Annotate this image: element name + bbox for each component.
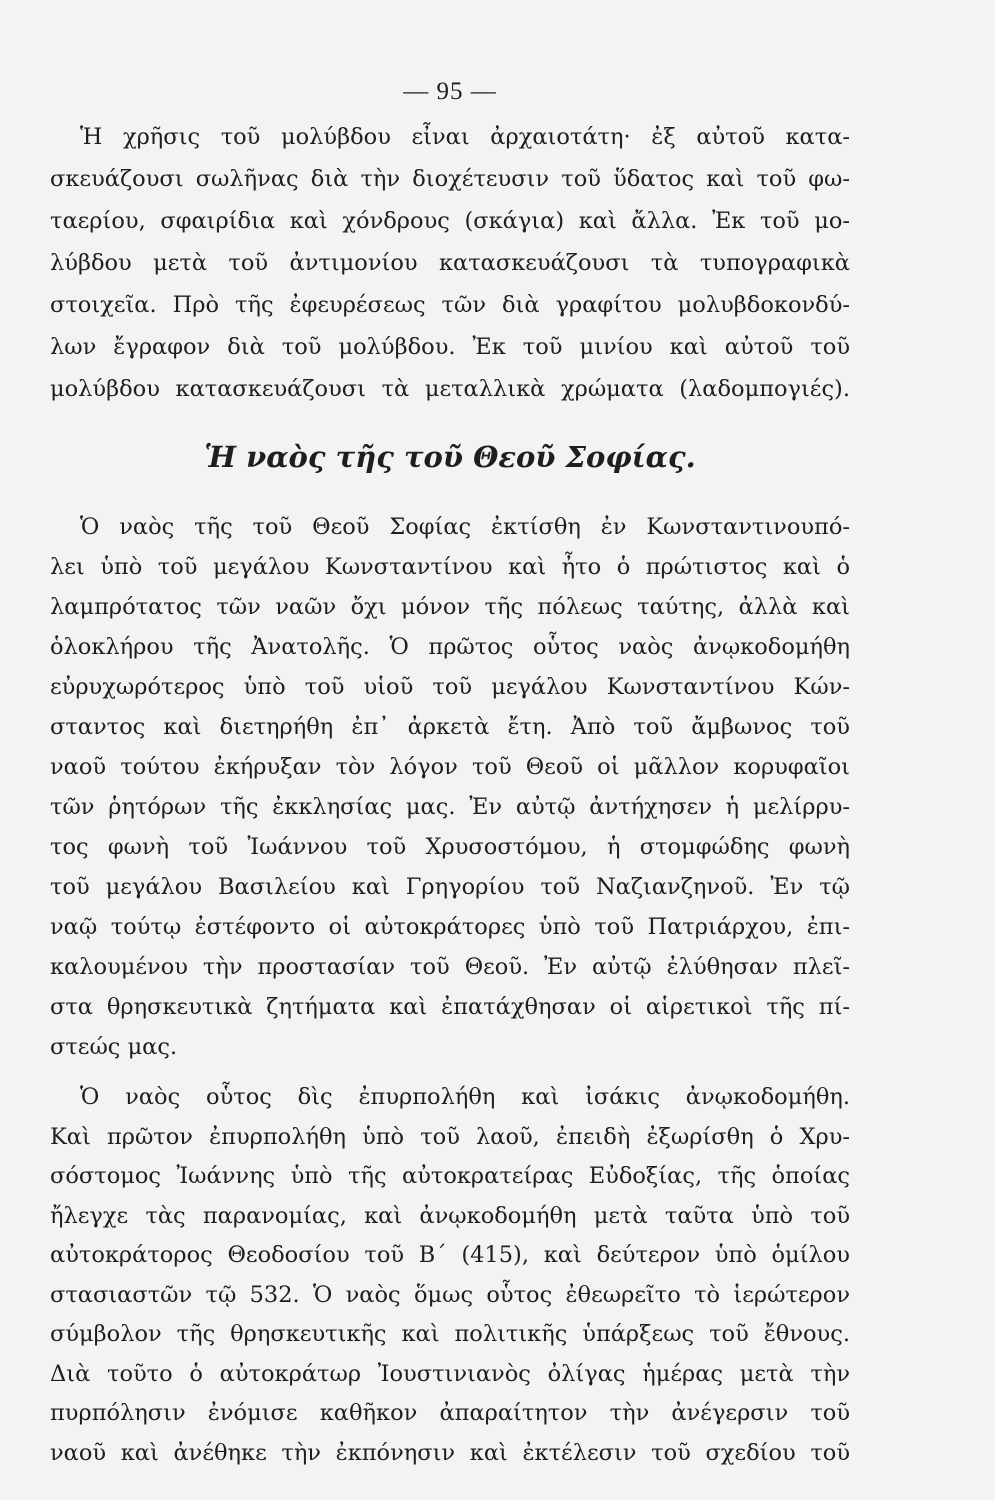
text-line: σύμβολον τῆς θρησκευτικῆς καὶ πολιτικῆς ὑπάρξεως τοῦ ἔθνους. (50, 1321, 850, 1347)
text-line: στεώς μας. (50, 1034, 178, 1060)
page-number: — 95 — (403, 78, 497, 105)
text-line: σκευάζουσι σωλῆνας διὰ τὴν διοχέτευσιν τοῦ ὕδατος καὶ τοῦ φω- (50, 166, 850, 192)
text-line: καλουμένου τὴν προστασίαν τοῦ Θεοῦ. Ἐν αὐτῷ ἐλύθησαν πλεῖ- (50, 954, 850, 980)
section-heading: Ἡ ναὸς τῆς τοῦ Θεοῦ Σοφίας. (204, 440, 696, 474)
text-line: Καὶ πρῶτον ἐπυρπολήθη ὑπὸ τοῦ λαοῦ, ἐπειδὴ ἐξωρίσθη ὁ Χρυ- (50, 1123, 850, 1150)
text-line: ναοῦ τούτου ἐκήρυξαν τὸν λόγον τοῦ Θεοῦ οἱ μᾶλλον κορυφαῖοι (50, 754, 850, 780)
text-line: στασιαστῶν τῷ 532. Ὁ ναὸς ὅμως οὗτος ἐθεωρεῖτο τὸ ἱερώτερον (50, 1281, 850, 1308)
text-line: εὐρυχωρότερος ὑπὸ τοῦ υἱοῦ τοῦ μεγάλου Κωνσταντίνου Κών- (50, 674, 850, 700)
text-line: ναῷ τούτῳ ἐστέφοντο οἱ αὐτοκράτορες ὑπὸ τοῦ Πατριάρχου, ἐπι- (50, 914, 850, 940)
text-line: ὁλοκλήρου τῆς Ἀνατολῆς. Ὁ πρῶτος οὗτος ναὸς ἀνῳκοδομήθη (50, 634, 850, 660)
text-line: τος φωνὴ τοῦ Ἰωάννου τοῦ Χρυσοστόμου, ἡ στομφώδης φωνὴ (50, 834, 850, 860)
text-line: αὐτοκράτορος Θεοδοσίου τοῦ Β΄ (415), καὶ δεύτερον ὑπὸ ὁμίλου (50, 1242, 850, 1268)
text-line: ἤλεγχε τὰς παρανομίας, καὶ ἀνῳκοδομήθη μετὰ ταῦτα ὑπὸ τοῦ (50, 1202, 850, 1229)
text-line: ταερίου, σφαιρίδια καὶ χόνδρους (σκάγια) καὶ ἄλλα. Ἐκ τοῦ μο- (50, 208, 850, 234)
text-line: λων ἔγραφον διὰ τοῦ μολύβδου. Ἐκ τοῦ μινίου καὶ αὐτοῦ τοῦ (50, 334, 850, 360)
text-line: Διὰ τοῦτο ὁ αὐτοκράτωρ Ἰουστινιανὸς ὀλίγας ἡμέρας μετὰ τὴν (50, 1360, 850, 1387)
text-line: Ὁ ναὸς τῆς τοῦ Θεοῦ Σοφίας ἐκτίσθη ἐν Κωνσταντινουπό- (80, 514, 850, 540)
text-line: Ἡ χρῆσις τοῦ μολύβδου εἶναι ἀρχαιοτάτη· ἐξ αὐτοῦ κατα- (80, 124, 850, 150)
text-line: σόστομος Ἰωάννης ὑπὸ τῆς αὐτοκρατείρας Εὐδοξίας, τῆς ὁποίας (50, 1163, 850, 1189)
text-line: στοιχεῖα. Πρὸ τῆς ἐφευρέσεως τῶν διὰ γραφίτου μολυβδοκονδύ- (50, 292, 850, 318)
text-line: τῶν ῥητόρων τῆς ἐκκλησίας μας. Ἐν αὐτῷ ἀντήχησεν ἡ μελίρρυ- (50, 794, 850, 820)
text-line: λαμπρότατος τῶν ναῶν ὄχι μόνον τῆς πόλεως ταύτης, ἀλλὰ καὶ (50, 594, 850, 620)
text-line: τοῦ μεγάλου Βασιλείου καὶ Γρηγορίου τοῦ Ναζιανζηνοῦ. Ἐν τῷ (50, 874, 850, 900)
text-line: λει ὑπὸ τοῦ μεγάλου Κωνσταντίνου καὶ ἦτο ὁ πρώτιστος καὶ ὁ (50, 554, 850, 580)
text-line: σταντος καὶ διετηρήθη ἐπ᾿ ἀρκετὰ ἔτη. Ἀπὸ τοῦ ἄμβωνος τοῦ (50, 714, 850, 740)
text-line: μολύβδου κατασκευάζουσι τὰ μεταλλικὰ χρώματα (λαδομπογιές). (50, 376, 850, 402)
text-line: στα θρησκευτικὰ ζητήματα καὶ ἐπατάχθησαν οἱ αἱρετικοὶ τῆς πί- (50, 994, 850, 1020)
text-line: πυρπόλησιν ἐνόμισε καθῆκον ἀπαραίτητον τὴν ἀνέγερσιν τοῦ (50, 1400, 850, 1426)
text-line: λύβδου μετὰ τοῦ ἀντιμονίου κατασκευάζουσι τὰ τυπογραφικὰ (50, 250, 850, 276)
text-line: ναοῦ καὶ ἀνέθηκε τὴν ἐκπόνησιν καὶ ἐκτέλεσιν τοῦ σχεδίου τοῦ (50, 1439, 850, 1466)
text-line: Ὁ ναὸς οὗτος δὶς ἐπυρπολήθη καὶ ἰσάκις ἀνῳκοδομήθη. (80, 1084, 850, 1110)
